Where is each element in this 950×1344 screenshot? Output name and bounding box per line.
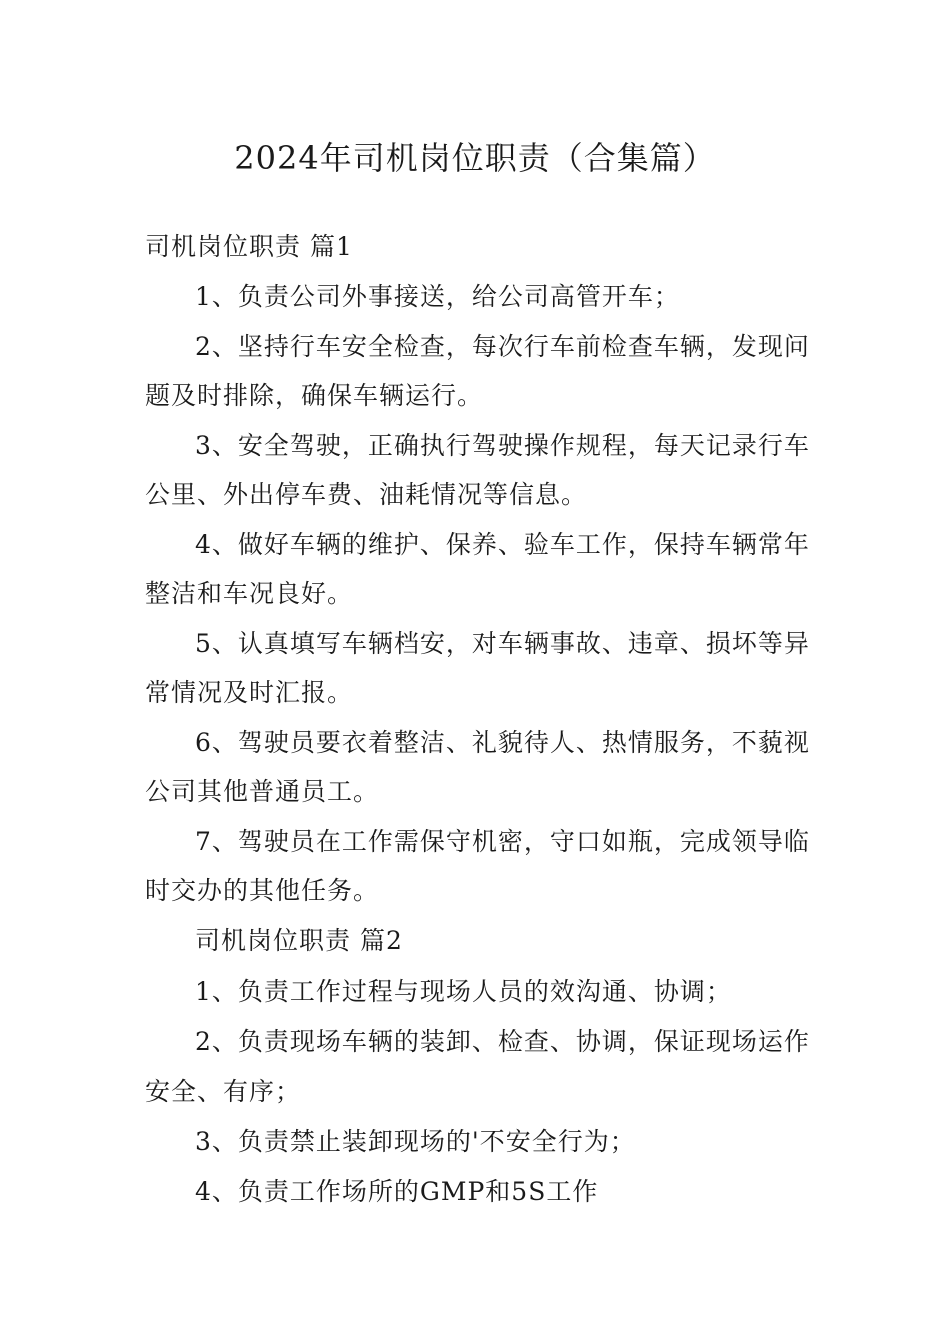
- list-item-continuation: 常情况及时汇报。: [145, 678, 354, 707]
- list-item: 2、坚持行车安全检查，每次行车前检查车辆，发现问: [195, 332, 810, 361]
- section-heading-2: 司机岗位职责 篇2: [195, 926, 403, 955]
- list-item: 3、安全驾驶，正确执行驾驶操作规程，每天记录行车: [195, 431, 810, 460]
- list-item: 1、负责公司外事接送，给公司高管开车；: [195, 282, 680, 311]
- list-item-continuation: 安全、有序；: [145, 1077, 302, 1106]
- list-item: 1、负责工作过程与现场人员的效沟通、协调；: [195, 977, 732, 1006]
- section-heading-1: 司机岗位职责 篇1: [145, 232, 353, 261]
- document-title: 2024年司机岗位职责（合集篇）: [234, 139, 716, 177]
- list-item: 6、驾驶员要衣着整洁、礼貌待人、热情服务，不藐视: [195, 728, 810, 757]
- list-item-continuation: 整洁和车况良好。: [145, 579, 354, 608]
- list-item: 4、负责工作场所的GMP和5S工作: [195, 1177, 599, 1206]
- list-item: 5、认真填写车辆档安，对车辆事故、违章、损坏等异: [195, 629, 810, 658]
- list-item: 2、负责现场车辆的装卸、检查、协调，保证现场运作: [195, 1027, 810, 1056]
- list-item-continuation: 题及时排除，确保车辆运行。: [145, 381, 484, 410]
- list-item: 3、负责禁止装卸现场的'不安全行为；: [195, 1127, 636, 1156]
- list-item-continuation: 公司其他普通员工。: [145, 777, 380, 806]
- list-item-continuation: 时交办的其他任务。: [145, 876, 380, 905]
- list-item-continuation: 公里、外出停车费、油耗情况等信息。: [145, 480, 588, 509]
- list-item: 4、做好车辆的维护、保养、验车工作，保持车辆常年: [195, 530, 810, 559]
- list-item: 7、驾驶员在工作需保守机密，守口如瓶，完成领导临: [195, 827, 810, 856]
